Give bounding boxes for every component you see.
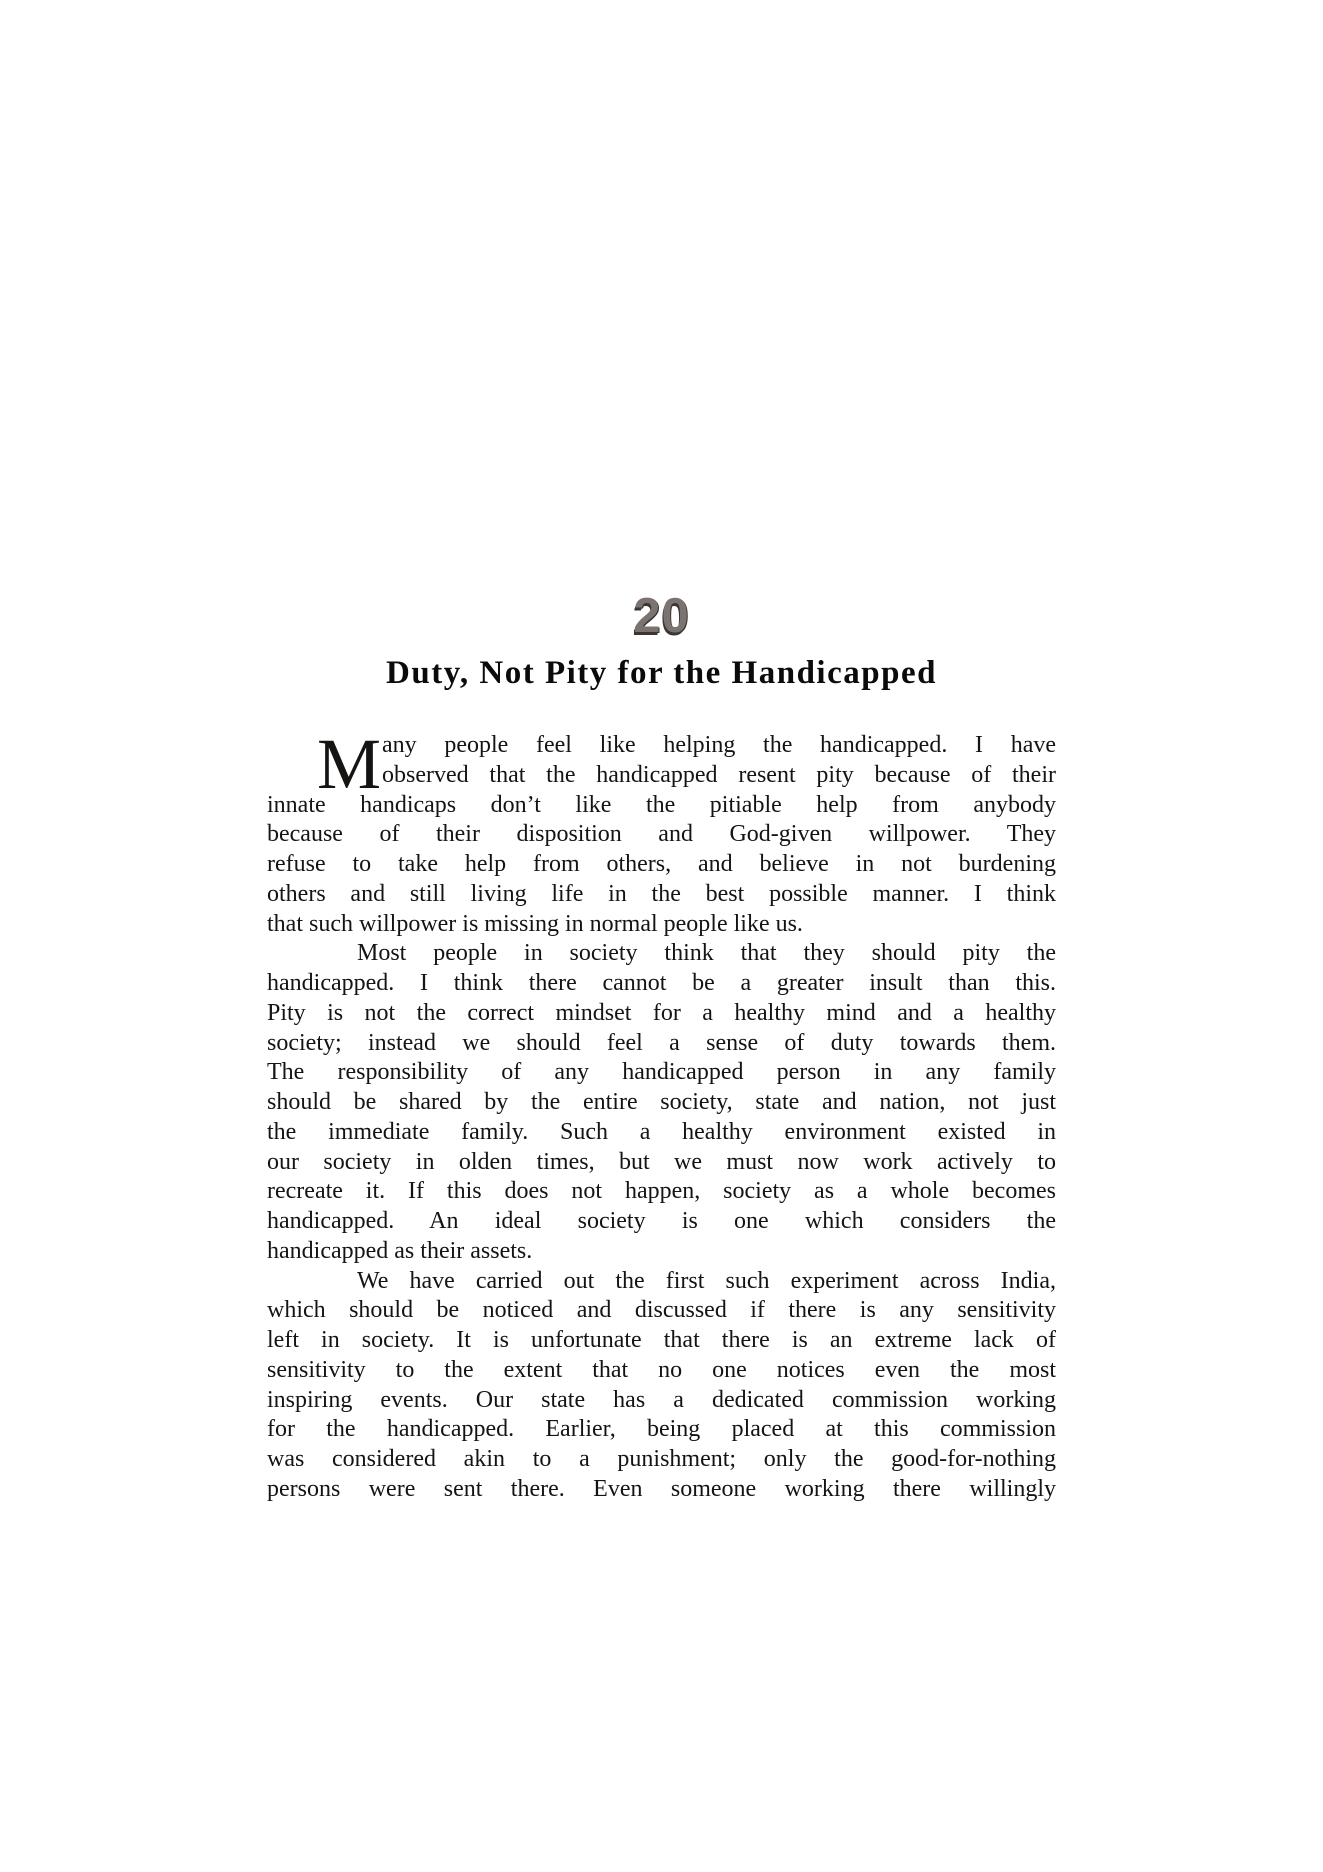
text-line: that such willpower is missing in normal people like us.	[267, 910, 803, 937]
text-line: society; instead we should feel a sense of duty towards them.	[267, 1029, 1056, 1056]
chapter-number: 20	[633, 589, 690, 643]
text-line: inspiring events. Our state has a dedicated commission working	[267, 1386, 1056, 1413]
text-line: We have carried out the first such experiment across India,	[357, 1267, 1056, 1294]
paragraph	[267, 939, 1056, 1266]
text-line: our society in olden times, but we must now work actively to	[267, 1148, 1056, 1175]
text-line: for the handicapped. Earlier, being placed at this commission	[267, 1416, 1056, 1443]
text-line: sensitivity to the extent that no one notices even the most	[267, 1356, 1056, 1383]
text-line: which should be noticed and discussed if there is any sensitivity	[267, 1297, 1056, 1324]
text-line: recreate it. If this does not happen, society as a whole becomes	[267, 1178, 1056, 1205]
text-line: left in society. It is unfortunate that there is an extreme lack of	[267, 1327, 1056, 1353]
text-line: refuse to take help from others, and believe in not burdening	[267, 851, 1056, 877]
text-line: was considered akin to a punishment; only the good-for-nothing	[267, 1446, 1056, 1472]
text-line: Most people in society think that they should pity the	[357, 940, 1056, 967]
text-line: handicapped. I think there cannot be a greater insult than this.	[267, 970, 1056, 996]
text-line: handicapped. An ideal society is one which considers the	[267, 1208, 1056, 1234]
text-line: because of their disposition and God-given willpower. They	[267, 821, 1056, 848]
paragraph	[267, 724, 1056, 939]
chapter-title: Duty, Not Pity for the Handicapped	[386, 655, 937, 691]
text-line: The responsibility of any handicapped person in any family	[267, 1059, 1056, 1086]
paragraph	[267, 1267, 1056, 1505]
text-line: persons were sent there. Even someone working there willingly	[267, 1475, 1056, 1502]
drop-cap: M	[317, 724, 382, 804]
text-line: innate handicaps don’t like the pitiable help from anybody	[267, 791, 1056, 818]
text-line: handicapped as their assets.	[267, 1237, 533, 1264]
text-line: the immediate family. Such a healthy environment existed in	[267, 1118, 1056, 1145]
text-line: any people feel like helping the handicapped. I have	[382, 732, 1056, 758]
text-line: others and still living life in the best possible manner. I think	[267, 880, 1056, 907]
body-text	[267, 724, 1056, 1505]
text-line: Pity is not the correct mindset for a healthy mind and a healthy	[267, 999, 1056, 1026]
text-line: should be shared by the entire society, state and nation, not just	[267, 1089, 1056, 1115]
text-line: observed that the handicapped resent pity because of their	[382, 761, 1056, 788]
